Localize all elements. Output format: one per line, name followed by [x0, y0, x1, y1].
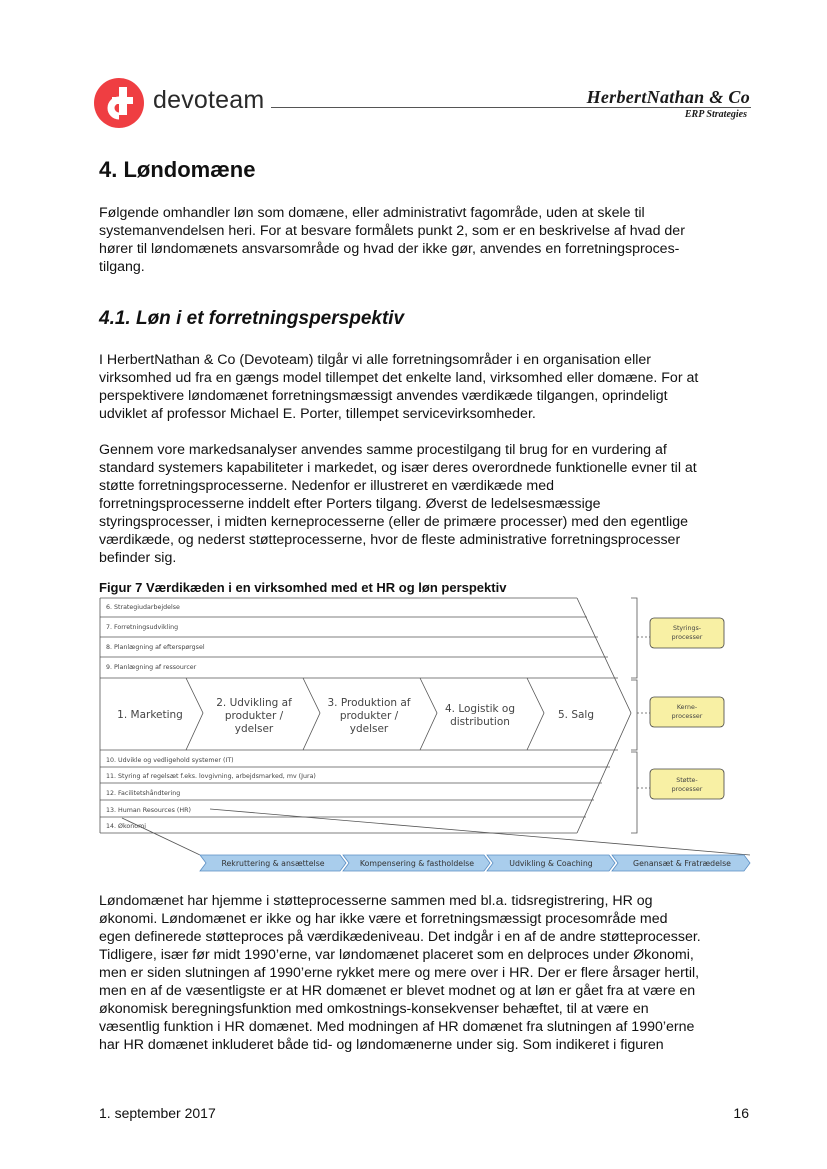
- bracket: [631, 680, 637, 750]
- text-line: har HR domænet inkluderet både tid- og løndomænerne under sig. Som indikeret i figuren: [99, 1037, 664, 1053]
- section-heading: 4. Løndomæne: [99, 157, 256, 182]
- text-line: væsentlig funktion i HR domænet. Med modningen af HR domænet fra slutningen af 1990’erne: [99, 1019, 695, 1035]
- hr-zoom-line: [122, 818, 200, 855]
- legal-row-label: 11. Styring af regelsæt f.eks. lovgivning, arbejdsmarked, mv (Jura): [106, 773, 316, 780]
- resource-planning-row-label: 9. Planlægning af ressourcer: [106, 664, 197, 671]
- text-line: Gennem vore markedsanalyser anvendes samme procestilgang til brug for en vurdering af: [99, 442, 667, 458]
- hr-zoom-line: [210, 809, 750, 855]
- chevron-separator: [527, 678, 544, 750]
- core-step-development: 2. Udvikling af: [216, 697, 292, 709]
- text-line: styringsprocesser, i midten kerneprocesserne (eller de primære processer) med den egentlige: [99, 514, 689, 530]
- hr-step-development: Udvikling & Coaching: [509, 859, 593, 868]
- steering-processes-label: processer: [671, 634, 703, 641]
- bracket: [631, 598, 637, 678]
- text-line: hører til løndomænets ansvarsområde og hvad der ikke gør, anvendes en forretningsproces-: [99, 241, 680, 257]
- text-line: værdikæde, og nederst støtteprocesserne, hvor de fleste administrative forretningsprocesser: [99, 532, 681, 548]
- text-line: støtte forretningsprocesserne. Nedenfor er illustreret en værdikæde med: [99, 478, 554, 494]
- hr-row-label: 13. Human Resources (HR): [106, 807, 191, 814]
- support-processes-label: Støtte-: [676, 777, 698, 784]
- business-dev-row-label: 7. Forretningsudvikling: [106, 624, 179, 631]
- core-processes-box: [650, 697, 724, 727]
- text-line: økonomi. Løndomænet er ikke og har ikke være et forretningsmæssigt procesområde med: [99, 911, 668, 927]
- finance-row-label: 14. Økonomi: [106, 823, 146, 830]
- page-number: 16: [733, 1105, 749, 1121]
- core-step-logistics: distribution: [450, 716, 510, 728]
- core-step-development: produkter /: [224, 710, 284, 722]
- steering-processes-box: [650, 618, 724, 648]
- figure-caption: Figur 7 Værdikæden i en virksomhed med et HR og løn perspektiv: [99, 580, 507, 595]
- text-line: økonomisk beregningsfunktion med omkostnings-konsekvenser behæftet, til at være en: [99, 1001, 649, 1017]
- footer-date: 1. september 2017: [99, 1105, 216, 1121]
- text-line: men en af de væsentligste er at HR domænet er blevet modnet og at løn er gået fra at være en: [99, 983, 696, 999]
- chevron-separator: [303, 678, 320, 750]
- hr-step-compensation: Kompensering & fastholdelse: [359, 859, 475, 868]
- text-line: forretningsprocesserne inddelt efter Porters tilgang. Øverst de ledelsesmæssige: [99, 496, 601, 512]
- text-line: Tidligere, især før midt 1990’erne, var løndomænet placeret som en delproces under Økonomi,: [99, 947, 694, 963]
- herbertnathan-logo: HerbertNathan & Co: [586, 87, 750, 107]
- core-step-production: produkter /: [339, 710, 399, 722]
- support-processes-label: processer: [671, 786, 703, 793]
- text-line: I HerbertNathan & Co (Devoteam) tilgår vi alle forretningsområder i en organisation eller: [99, 352, 651, 368]
- text-line: Løndomænet har hjemme i støtteprocesserne sammen med bl.a. tidsregistrering, HR og: [99, 893, 653, 909]
- core-processes-label: Kerne-: [676, 704, 698, 711]
- support-processes-box: [650, 769, 724, 799]
- hr-step-termination: Genansæt & Fratrædelse: [633, 859, 731, 868]
- steering-processes-label: Styrings-: [672, 625, 702, 632]
- text-line: egen definerede støtteproces på værdikædeniveau. Det indgår i en af de andre støtteprocesser.: [99, 929, 701, 945]
- subsection-heading: 4.1. Løn i et forretningsperspektiv: [99, 308, 405, 329]
- text-line: standard systemers kapabiliteter i markedet, og især deres overordnede funktionelle evner til at: [99, 460, 697, 476]
- strategy-row-label: 6. Strategiudarbejdelse: [106, 604, 180, 611]
- text-line: udviklet af professor Michael E. Porter, tillempet servicevirksomheder.: [99, 406, 536, 422]
- text-line: Følgende omhandler løn som domæne, eller administrativt fagområde, uden at skele til: [99, 205, 645, 221]
- it-row-label: 10. Udvikle og vedligehold systemer (IT): [106, 757, 234, 764]
- text-line: tilgang.: [99, 259, 145, 275]
- text-line: befinder sig.: [99, 550, 177, 566]
- text-line: virksomhed ud fra en gængs model tillempet det enkelte land, virksomhed eller domæne. For at: [99, 370, 699, 386]
- core-processes-label: processer: [671, 713, 703, 720]
- core-step-marketing: 1. Marketing: [117, 709, 183, 721]
- core-step-logistics: 4. Logistik og: [444, 703, 516, 715]
- demand-planning-row-label: 8. Planlægning af efterspørgsel: [106, 644, 205, 651]
- core-step-production: ydelser: [349, 723, 389, 735]
- herbertnathan-tagline: ERP Strategies: [684, 109, 747, 120]
- bracket: [631, 752, 637, 833]
- paragraph-3: [99, 892, 755, 1054]
- hr-step-recruitment: Rekruttering & ansættelse: [221, 859, 325, 868]
- text-line: systemanvendelsen heri. For at besvare formålets punkt 2, som er en beskrivelse af hvad der: [99, 223, 685, 239]
- chevron-separator: [186, 678, 203, 750]
- devoteam-logo-text: devoteam: [153, 86, 265, 114]
- text-line: perspektivere løndomænet forretningsmæssigt anvendes værdikæde tilgangen, oprindeligt: [99, 388, 668, 404]
- core-step-sales: 5. Salg: [557, 709, 595, 721]
- core-step-development: ydelser: [234, 723, 274, 735]
- text-line: men er siden slutningen af 1990’erne rykket mere og mere over i HR. Der er flere årsager hertil,: [99, 965, 700, 981]
- chevron-separator: [420, 678, 437, 750]
- facilities-row-label: 12. Facilitetshåndtering: [106, 790, 181, 797]
- core-step-production: 3. Produktion af: [327, 697, 411, 709]
